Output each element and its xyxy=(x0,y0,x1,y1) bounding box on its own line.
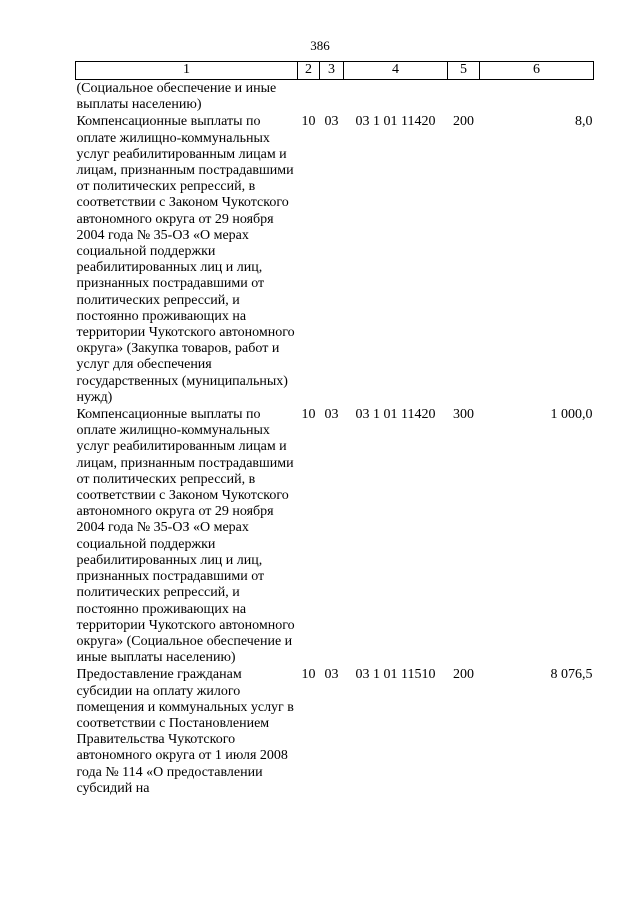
row-subsection: 03 xyxy=(324,667,339,683)
row-description: Компенсационные выплаты по оплате жилищно-коммунальных услуг реабилитированным лицам и лицам, признанным пострадавшими от политических репрессий, в соответствии с Законом Чукотского автономного округа от 29 ноября 2004 года № 35-ОЗ «О мерах социальной поддержки реабилитированных лиц и лиц, признанных пострадавшими от политических репрессий, и постоянно проживающих на территории Чукотского автономного округа» (Социальное обеспечение и иные выплаты населению) xyxy=(76,407,295,666)
row-target-code xyxy=(344,80,448,114)
row-expense-type xyxy=(448,80,480,114)
row-amount: 8,0 xyxy=(575,114,593,130)
row-subsection: 03 xyxy=(324,407,339,423)
row-target-code: 03 1 01 11420 xyxy=(355,407,436,423)
row-expense-type: 200 xyxy=(453,667,474,683)
header-col-3: 3 xyxy=(320,62,344,80)
row-amount: 1 000,0 xyxy=(550,407,593,423)
row-description: Компенсационные выплаты по оплате жилищно-коммунальных услуг реабилитированным лицам и лицам, признанным пострадавшими от политических репрессий, в соответствии с Законом Чукотского автономного округа от 29 ноября 2004 года № 35-ОЗ «О мерах социальной поддержки реабилитированных лиц и лиц, признанных пострадавшими от политических репрессий, и постоянно проживающих на территории Чукотского автономного округа» (Закупка товаров, работ и услуг для обеспечения государственных (муниципальных) нужд) xyxy=(76,114,295,405)
table-header-row xyxy=(76,62,594,80)
budget-table xyxy=(75,61,594,797)
header-col-5: 5 xyxy=(448,62,480,80)
table-row xyxy=(76,113,594,406)
table-row xyxy=(76,406,594,666)
row-description: (Социальное обеспечение и иные выплаты населению) xyxy=(76,81,277,113)
row-subsection xyxy=(320,80,344,114)
header-col-6: 6 xyxy=(480,62,594,80)
page-number: 386 xyxy=(310,38,330,53)
table-row xyxy=(76,80,594,114)
row-target-code: 03 1 01 11420 xyxy=(355,114,436,130)
row-expense-type: 200 xyxy=(453,114,474,130)
row-section: 10 xyxy=(301,667,316,683)
row-target-code: 03 1 01 11510 xyxy=(355,667,436,683)
row-amount xyxy=(480,80,594,114)
header-col-4: 4 xyxy=(344,62,448,80)
row-description: Предоставление гражданам субсидии на оплату жилого помещения и коммунальных услуг в соответствии с Постановлением Правительства Чукотского автономного округа от 1 июля 2008 года № 114 «О предоставлении субсидий на xyxy=(76,667,294,796)
row-expense-type: 300 xyxy=(453,407,474,423)
header-col-1: 1 xyxy=(76,62,298,80)
row-amount: 8 076,5 xyxy=(550,667,593,683)
table-row xyxy=(76,666,594,797)
row-section: 10 xyxy=(301,407,316,423)
header-col-2: 2 xyxy=(298,62,320,80)
row-section xyxy=(298,80,320,114)
row-subsection: 03 xyxy=(324,114,339,130)
row-section: 10 xyxy=(301,114,316,130)
